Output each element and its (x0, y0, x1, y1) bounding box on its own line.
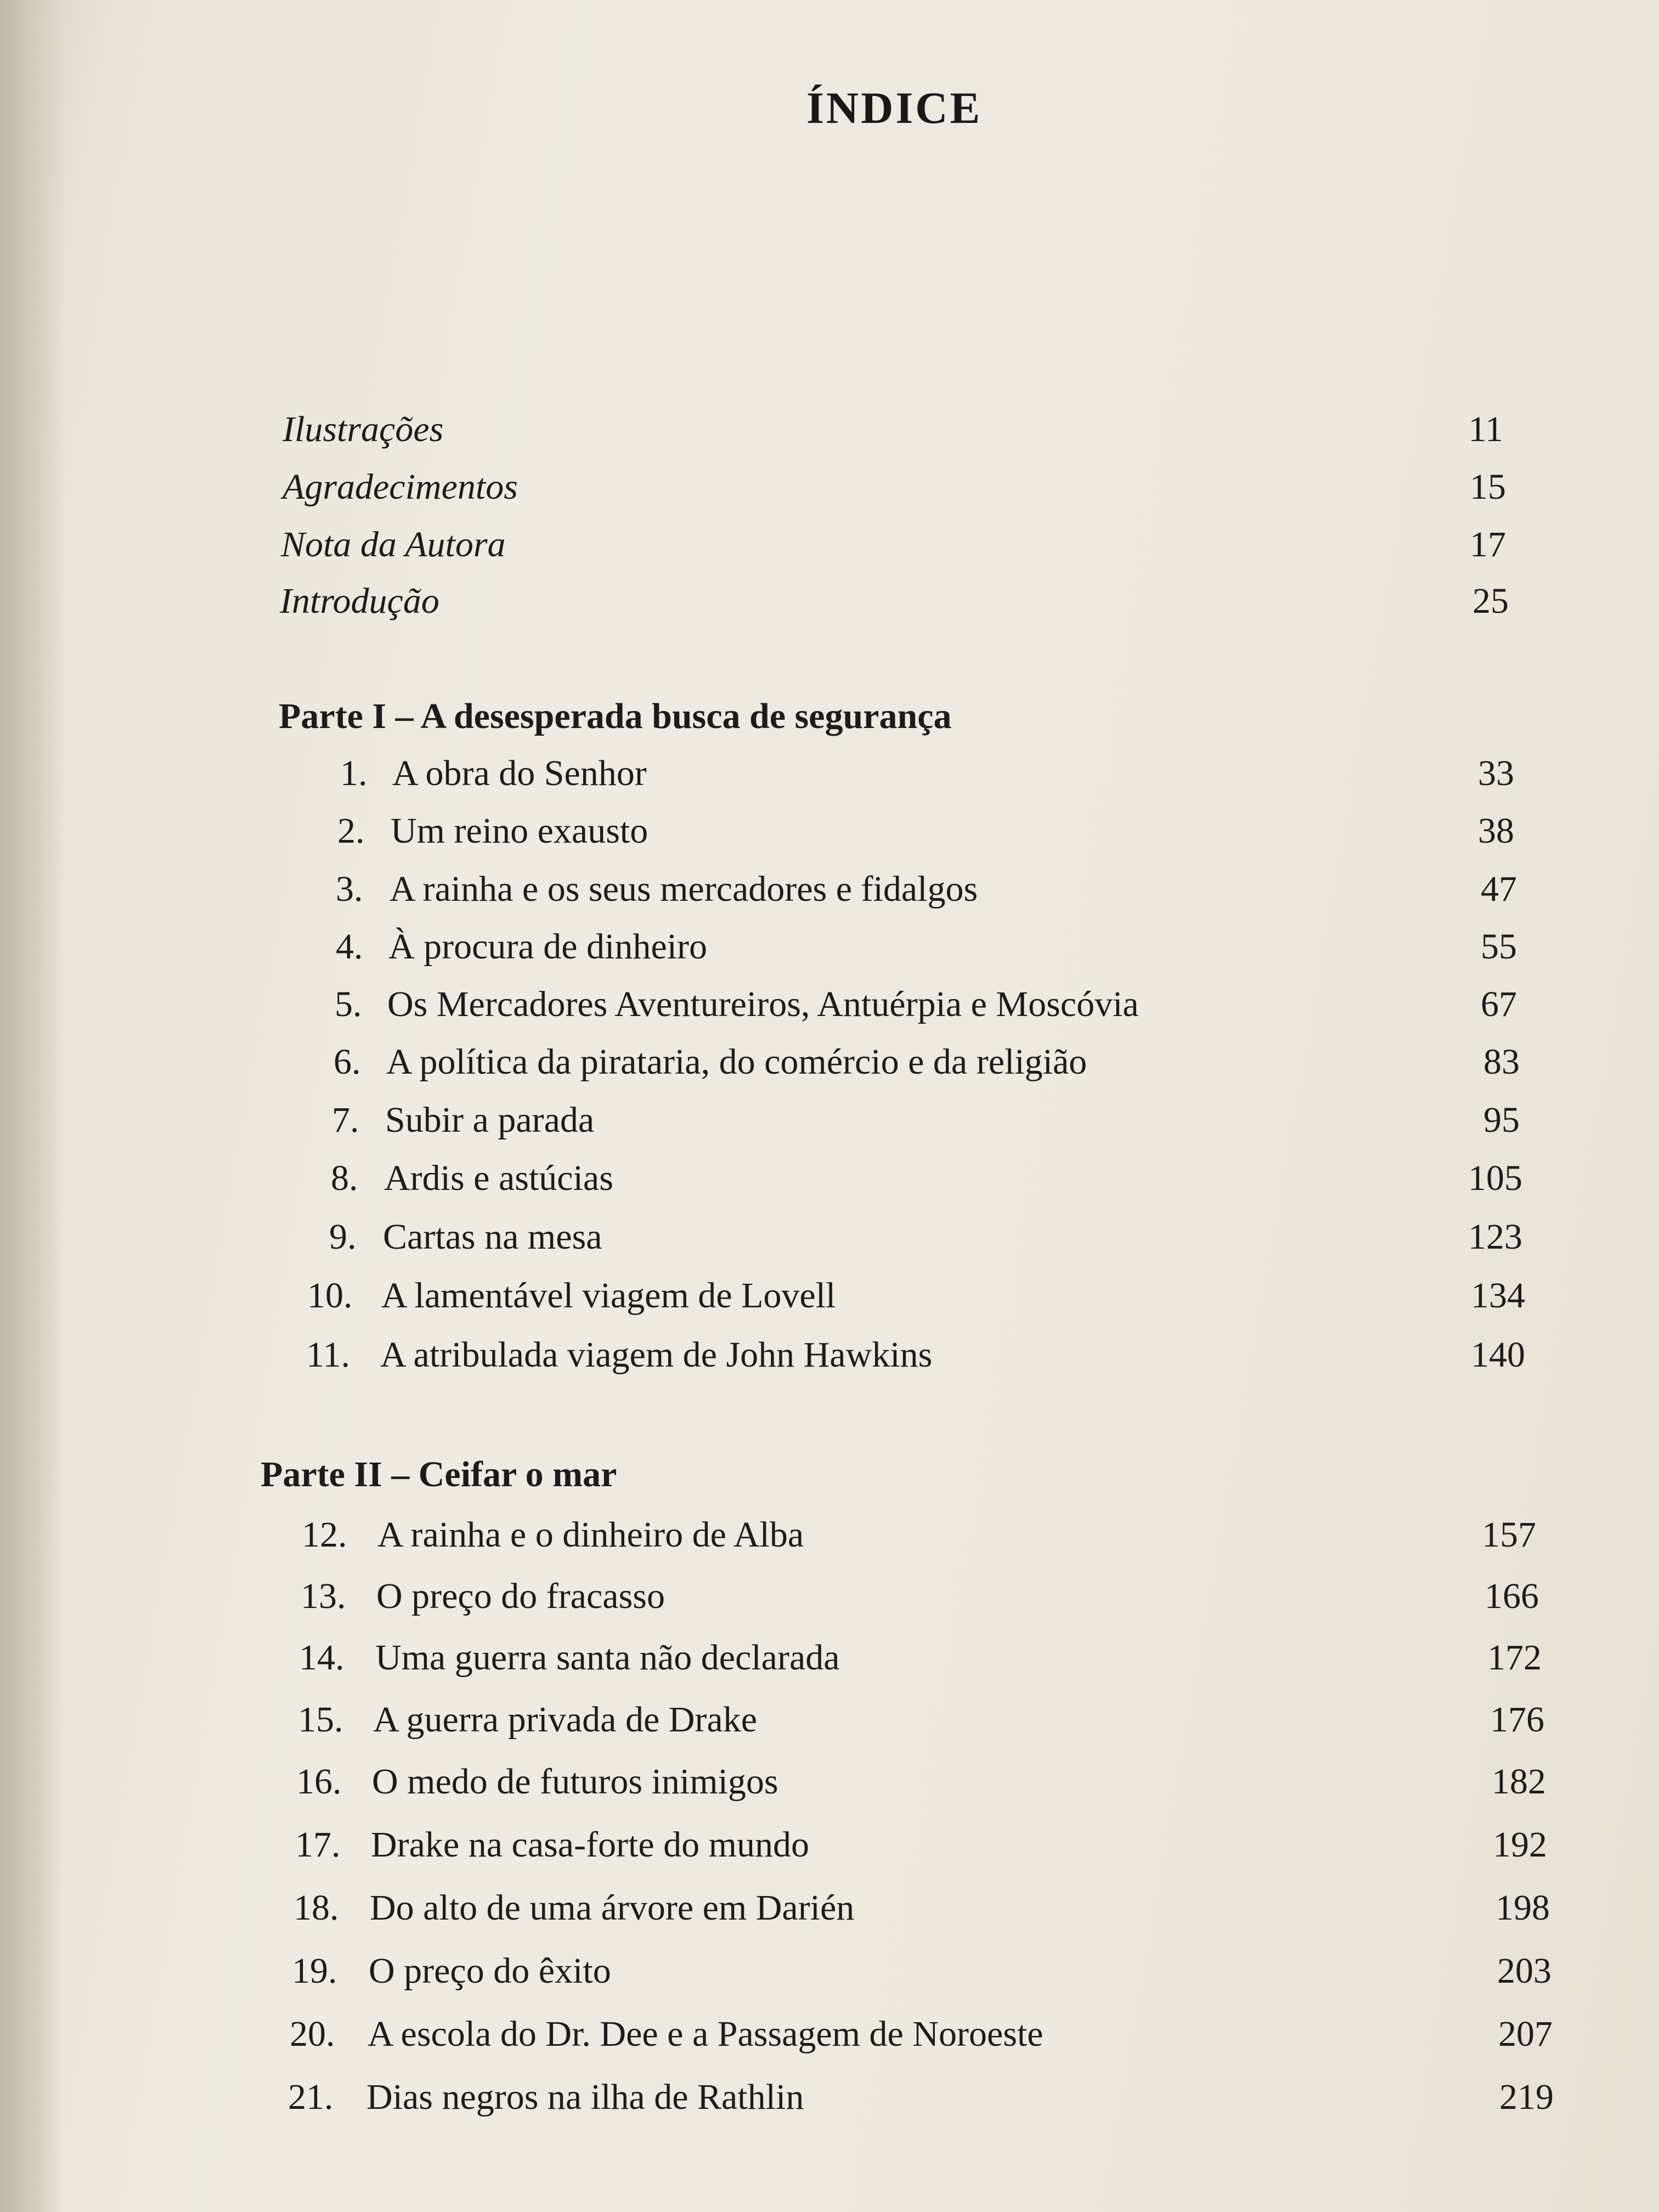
chapter-page: 38 (1478, 811, 1514, 851)
chapter-number: 8. (331, 1158, 358, 1198)
chapter-number: 5. (335, 984, 362, 1024)
chapter-row (0, 868, 1536, 918)
chapter-page: 95 (1483, 1100, 1520, 1140)
chapter-number: 1. (340, 753, 368, 793)
chapter-row (0, 1216, 1536, 1266)
chapter-row (0, 1158, 1536, 1207)
chapter-row (0, 1637, 1564, 1686)
chapter-title: Drake na casa-forte do mundo (371, 1825, 809, 1865)
chapter-number: 14. (299, 1638, 345, 1678)
front-matter-label: Nota da Autora (281, 524, 506, 565)
chapter-number: 7. (332, 1100, 359, 1140)
chapter-number: 19. (292, 1951, 337, 1991)
chapter-title: A obra do Senhor (392, 753, 647, 793)
chapter-number: 6. (334, 1042, 361, 1082)
chapter-page: 176 (1490, 1700, 1544, 1740)
chapter-row (0, 2013, 1564, 2063)
chapter-page: 166 (1485, 1576, 1539, 1616)
chapter-title: A lamentável viagem de Lovell (381, 1276, 836, 1316)
chapter-row (0, 2076, 1564, 2126)
chapter-row (0, 753, 1536, 802)
chapter-row (0, 1887, 1564, 1937)
chapter-row (0, 810, 1536, 860)
chapter-number: 21. (288, 2077, 334, 2117)
chapter-number: 18. (294, 1888, 339, 1928)
chapter-row (0, 1099, 1536, 1149)
chapter-title: Do alto de uma árvore em Darién (370, 1888, 855, 1928)
chapter-title: O preço do fracasso (376, 1576, 665, 1616)
chapter-row (0, 1334, 1536, 1384)
front-matter-page: 25 (1472, 581, 1509, 621)
chapter-title: A política da pirataria, do comércio e da religião (386, 1042, 1087, 1082)
front-matter-label: Ilustrações (283, 409, 444, 449)
chapter-page: 172 (1487, 1638, 1542, 1678)
chapter-row (0, 1275, 1536, 1324)
chapter-title: Cartas na mesa (383, 1217, 602, 1257)
chapter-page: 55 (1481, 927, 1517, 967)
chapter-title: Dias negros na ilha de Rathlin (366, 2077, 804, 2117)
chapter-number: 3. (336, 869, 363, 909)
chapter-page: 140 (1471, 1335, 1525, 1375)
chapter-title: Ardis e astúcias (384, 1158, 613, 1198)
chapter-number: 17. (295, 1825, 341, 1865)
chapter-page: 198 (1496, 1888, 1550, 1928)
chapter-number: 15. (298, 1700, 343, 1740)
chapter-page: 157 (1482, 1515, 1536, 1555)
chapter-row (0, 1699, 1564, 1748)
page-title: ÍNDICE (806, 83, 983, 133)
chapter-page: 203 (1497, 1951, 1551, 1991)
chapter-row (0, 926, 1536, 975)
chapter-number: 16. (296, 1762, 342, 1802)
chapter-row (0, 1761, 1564, 1810)
chapter-title: O medo de futuros inimigos (372, 1762, 778, 1802)
chapter-title: Uma guerra santa não declarada (375, 1638, 840, 1678)
front-matter-item (0, 409, 1514, 458)
front-matter-page: 15 (1470, 467, 1506, 507)
chapter-page: 83 (1483, 1042, 1520, 1082)
chapter-page: 105 (1468, 1158, 1522, 1198)
chapter-title: Subir a parada (385, 1100, 595, 1140)
chapter-page: 123 (1468, 1217, 1522, 1257)
chapter-title: A rainha e os seus mercadores e fidalgos (390, 869, 978, 909)
chapter-row (0, 984, 1536, 1033)
chapter-number: 10. (307, 1276, 353, 1316)
chapter-row (0, 1041, 1536, 1091)
chapter-title: A rainha e o dinheiro de Alba (377, 1515, 804, 1555)
chapter-number: 20. (290, 2014, 335, 2054)
chapter-page: 47 (1481, 869, 1517, 909)
chapter-number: 2. (337, 811, 365, 851)
front-matter-item (0, 524, 1514, 573)
front-matter-page: 11 (1468, 409, 1503, 449)
part-heading: Parte II – Ceifar o mar (261, 1454, 617, 1494)
chapter-number: 11. (306, 1335, 351, 1375)
chapter-page: 134 (1471, 1276, 1525, 1316)
front-matter-item (0, 466, 1514, 516)
chapter-page: 192 (1493, 1825, 1547, 1865)
chapter-row (0, 1514, 1564, 1564)
chapter-row (0, 1576, 1564, 1625)
chapter-title: Os Mercadores Aventureiros, Antuérpia e Moscóvia (387, 984, 1139, 1024)
chapter-page: 219 (1499, 2077, 1554, 2117)
part-heading: Parte I – A desesperada busca de segurança (279, 696, 952, 736)
front-matter-label: Introdução (280, 581, 439, 621)
chapter-number: 12. (302, 1515, 347, 1555)
chapter-title: A atribulada viagem de John Hawkins (380, 1335, 933, 1375)
chapter-number: 9. (329, 1217, 357, 1257)
chapter-row (0, 1824, 1564, 1874)
chapter-title: O preço do êxito (369, 1951, 611, 1991)
chapter-page: 182 (1492, 1762, 1546, 1802)
front-matter-item (0, 580, 1514, 630)
front-matter-label: Agradecimentos (283, 467, 518, 507)
chapter-row (0, 1950, 1564, 2000)
chapter-page: 67 (1481, 984, 1517, 1024)
chapter-number: 4. (336, 927, 363, 967)
chapter-title: À procura de dinheiro (388, 927, 707, 967)
chapter-title: A guerra privada de Drake (373, 1700, 757, 1740)
chapter-title: A escola do Dr. Dee e a Passagem de Noroeste (368, 2014, 1043, 2054)
front-matter-page: 17 (1470, 524, 1506, 565)
chapter-page: 33 (1478, 753, 1514, 793)
chapter-page: 207 (1498, 2014, 1553, 2054)
chapter-title: Um reino exausto (391, 811, 648, 851)
chapter-number: 13. (301, 1576, 346, 1616)
